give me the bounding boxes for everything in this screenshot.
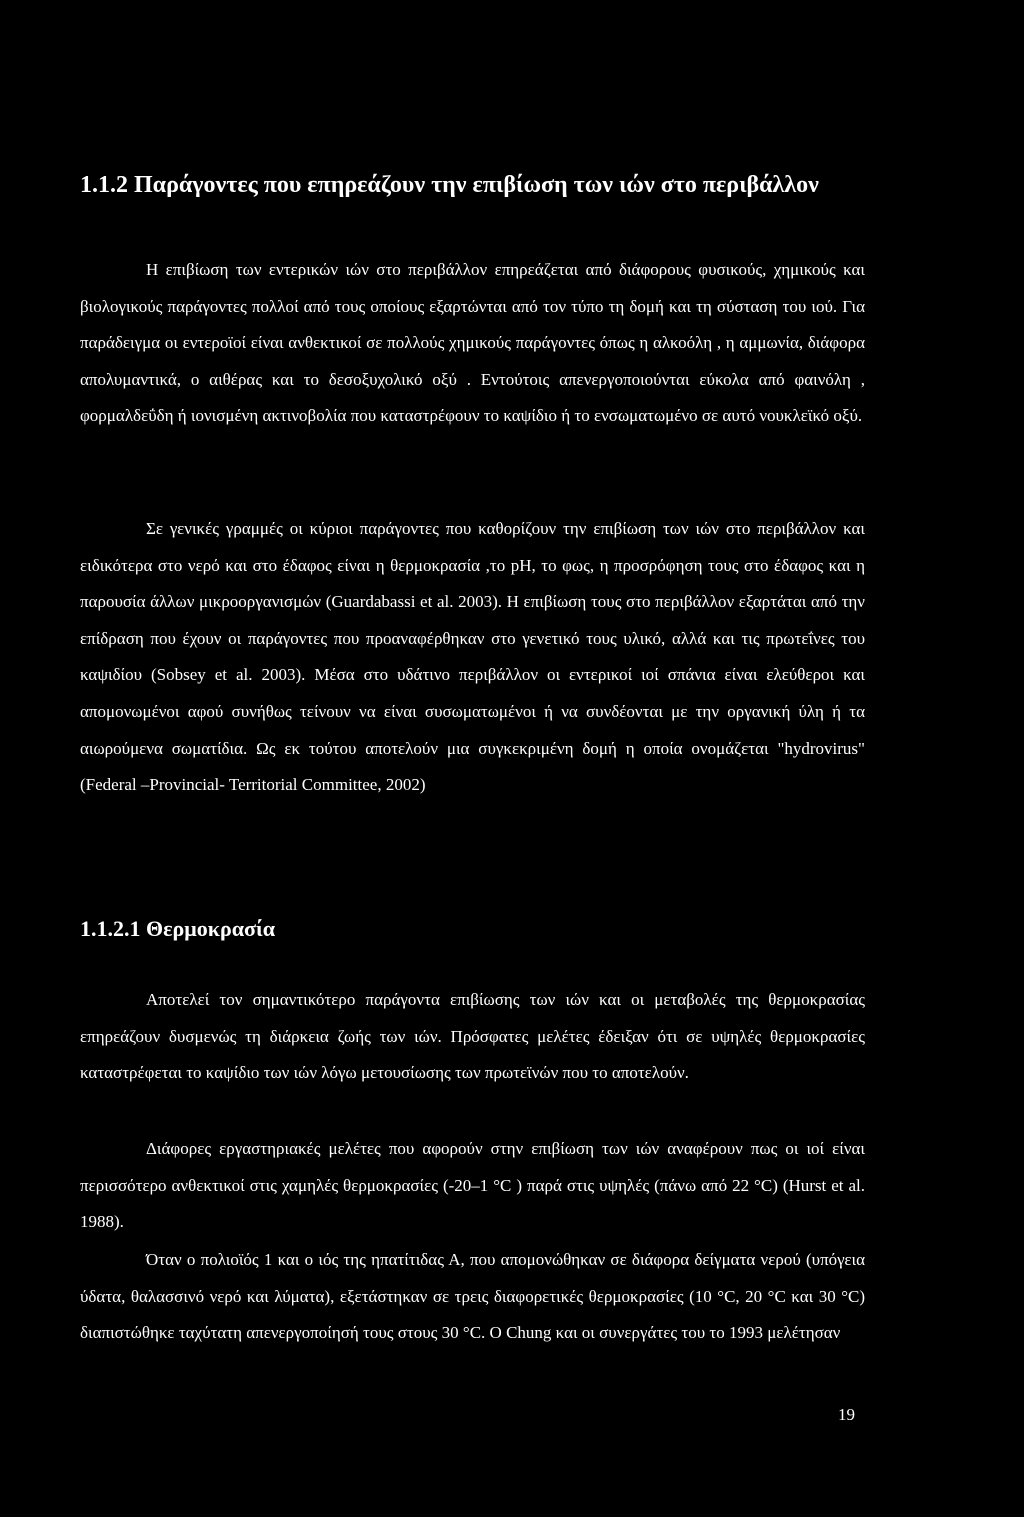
body-paragraph: Διάφορες εργαστηριακές μελέτες που αφορούν στην επιβίωση των ιών αναφέρουν πως οι ιοί είναι περισσότερο ανθεκτικοί στις χαμηλές θερμοκρασίες (-20–1 °C ) παρά στις υψηλές (πάνω από 22 °C) (Hurst et al. 1988). xyxy=(80,1139,865,1232)
page-number: 19 xyxy=(838,1405,855,1424)
section-heading: 1.1.2 Παράγοντες που επηρεάζουν την επιβίωση των ιών στο περιβάλλον xyxy=(80,172,819,198)
body-paragraph: Η επιβίωση των εντερικών ιών στο περιβάλλον επηρεάζεται από διάφορους φυσικούς, χημικούς και βιολογικούς παράγοντες πολλοί από τους οποίους εξαρτώνται από τον τύπο τη δομή και τη σύσταση του ιού. Για παράδειγμα οι εντεροϊοί είναι ανθεκτικοί σε πολλούς χημικούς παράγοντες όπως η αλκοόλη , η αμμωνία, διάφορα απολυμαντικά, ο αιθέρας και το δεσοξυχολικό οξύ . Εντούτοις απενεργοποιούνται εύκολα από φαινόλη , φορμαλδεΰδη ή ιονισμένη ακτινοβολία που καταστρέφουν το καψίδιο ή το ενσωματωμένο σε αυτό νουκλεϊκό οξύ. xyxy=(80,260,865,426)
subsection-heading: 1.1.2.1 Θερμοκρασία xyxy=(80,916,276,941)
body-paragraph: Αποτελεί τον σημαντικότερο παράγοντα επιβίωσης των ιών και οι μεταβολές της θερμοκρασίας επηρεάζουν δυσμενώς τη διάρκεια ζωής των ιών. Πρόσφατες μελέτες έδειξαν ότι σε υψηλές θερμοκρασίες καταστρέφεται το καψίδιο των ιών λόγω μετουσίωσης των πρωτεϊνών που το αποτελούν. xyxy=(80,990,865,1083)
body-paragraph: Όταν ο πολιοϊός 1 και ο ιός της ηπατίτιδας Α, που απομονώθηκαν σε διάφορα δείγματα νερού (υπόγεια ύδατα, θαλασσινό νερό και λύματα), εξετάστηκαν σε τρεις διαφορετικές θερμοκρασίες (10 °C, 20 °C και 30 °C) διαπιστώθηκε ταχύτατη απενεργοποίησή τους στους 30 °C. Ο Chung και οι συνεργάτες του το 1993 μελέτησαν xyxy=(80,1250,865,1343)
body-paragraph: Σε γενικές γραμμές οι κύριοι παράγοντες που καθορίζουν την επιβίωση των ιών στο περιβάλλον και ειδικότερα στο νερό και στο έδαφος είναι η θερμοκρασία ,το pH, το φως, η προσρόφηση τους στο έδαφος και η παρουσία άλλων μικροοργανισμών (Guardabassi et al. 2003). Η επιβίωση τους στο περιβάλλον εξαρτάται από την επίδραση που έχουν οι παράγοντες που προαναφέρθηκαν στο γενετικό τους υλικό, αλλά και τις πρωτεΐνες του καψιδίου (Sobsey et al. 2003). Μέσα στο υδάτινο περιβάλλον οι εντερικοί ιοί σπάνια είναι ελεύθεροι και απομονωμένοι αφού συνήθως τείνουν να είναι συσωματωμένοι ή να συνδέονται με την οργανική ύλη ή τα αιωρούμενα σωματίδια. Ως εκ τούτου αποτελούν μια συγκεκριμένη δομή η οποία ονομάζεται "hydrovirus" (Federal –Provincial- Territorial Committee, 2002) xyxy=(80,519,865,795)
